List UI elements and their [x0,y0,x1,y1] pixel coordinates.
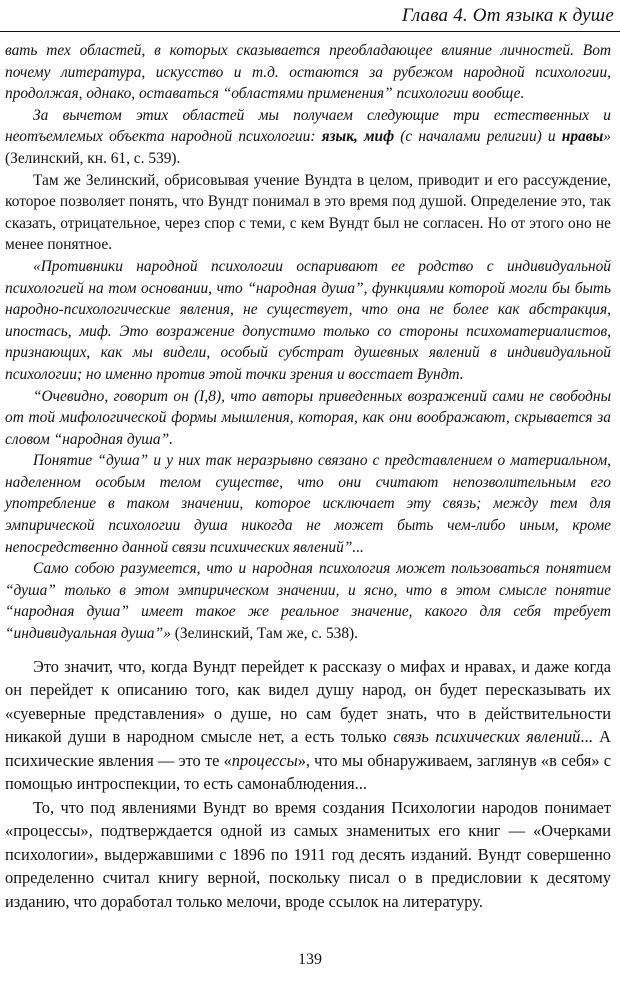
running-header [0,3,614,29]
emphasis-text: процессы [231,750,298,770]
body-text: То, что под явлениями Вундт во время создания Психологии народов понимает «процессы», подтверждается одной из самых знаменитых его книг — «Очерками психологии», выдержавшими с 1896 по 1911 год десять изданий. Вундт совершенно определенно считал книгу верной, поскольку писал о в предисловии к десятому изданию, что доработал только мелочи, вроде ссылок на литературу. [5,797,611,911]
paragraph-gap [5,645,611,655]
quote-text: » [603,128,611,146]
page-number: 139 [298,951,322,968]
quote-text: Понятие “душа” и у них так неразрывно связано с представлением о материальном, наделенном особым телом существе, что они считают непозволительным его употребление в таком значении, которое исключает эту связь; между тем для эмпирической психологии душа никогда не может быть чем-либо иным, кроме непосредственно данной связи психических явлений”... [5,452,611,556]
quote-text: За вычетом этих областей мы получаем следующие три естественных и неотъемлемых объекта народной психологии: [5,106,611,146]
chapter-title: Глава 4. От языка к душе [401,5,614,26]
quote-text: «Противники народной психологии оспаривают ее родство с индивидуальной психологией на том основании, что “народная душа”, функциями которой могли бы быть народно-психологические явления, не существует, что она не более как абстракция, ипостась, миф. Это возражение допустимо только со стороны психоматериалистов, признающих, как мы видели, особый субстрат душевных явлений в индивидуальной психологии; но именно против этой точки зрения и восстает Вундт. [5,257,611,383]
emphasis-text: связь психических явлений [393,727,581,747]
paragraph [5,256,611,386]
paragraph [5,655,611,796]
quote-text: вать тех областей, в которых сказывается преобладающее влияние личностей. Вот почему литература, искусство и т.д. остаются за рубежом народной психологии, продолжая, однако, оставаться “областями применения” психологии вообще. [5,42,611,103]
body-text: ... А психические явления — это те « [5,727,612,770]
paragraph [5,40,611,105]
body-text: », что мы обнаруживаем, заглянув «в себя» с помощью интроспекции, то есть самонаблюдения... [5,750,611,794]
body-text: Там же Зелинский, обрисовывая учение Вундта в целом, приводит и его рассуждение, которое позволяет понять, что Вундт понимал в это время под душой. Определение это, так сказать, отрицательное, через спор с теми, с кем Вундт был не согласен. Но от этого оно не менее понятное. [5,171,611,254]
paragraph [5,386,611,451]
quote-text: (с началами религии) и [394,128,562,146]
body-text: Это значит, что, когда Вундт перейдет к рассказу о мифах и нравах, и даже когда он перейдет к описанию того, как видел душу народ, он будет пересказывать их «суеверные представления» о душе, но сам будет знать, что в действительности никакой души в народном смысле нет, а есть только [5,656,611,747]
emphasis-term: нравы [561,128,604,146]
paragraph [5,796,611,914]
paragraph [5,558,611,644]
citation: (Зелинский, кн. 61, с. 539). [5,149,181,167]
header-rule [0,31,620,32]
paragraph [5,105,611,170]
quote-text: Само собою разумеется, что и народная психология может пользоваться понятием “душа” только в этом эмпирическом значении, и ясно, что в этом смысле понятие “народная душа” имеет такое же реальное значение, какого для себя требует “индивидуальная душа”» [5,560,611,643]
citation: (Зелинский, Там же, с. 538). [170,625,359,643]
paragraph [5,170,611,256]
page-body [5,40,611,913]
paragraph [5,450,611,558]
emphasis-term: язык, миф [321,128,395,146]
quote-text: “Очевидно, говорит он (I,8), что авторы приведенных возражений сами не свободны от той мифологической формы мышления, которая, как они воображают, скрывается за словом “народная душа”. [5,387,611,448]
